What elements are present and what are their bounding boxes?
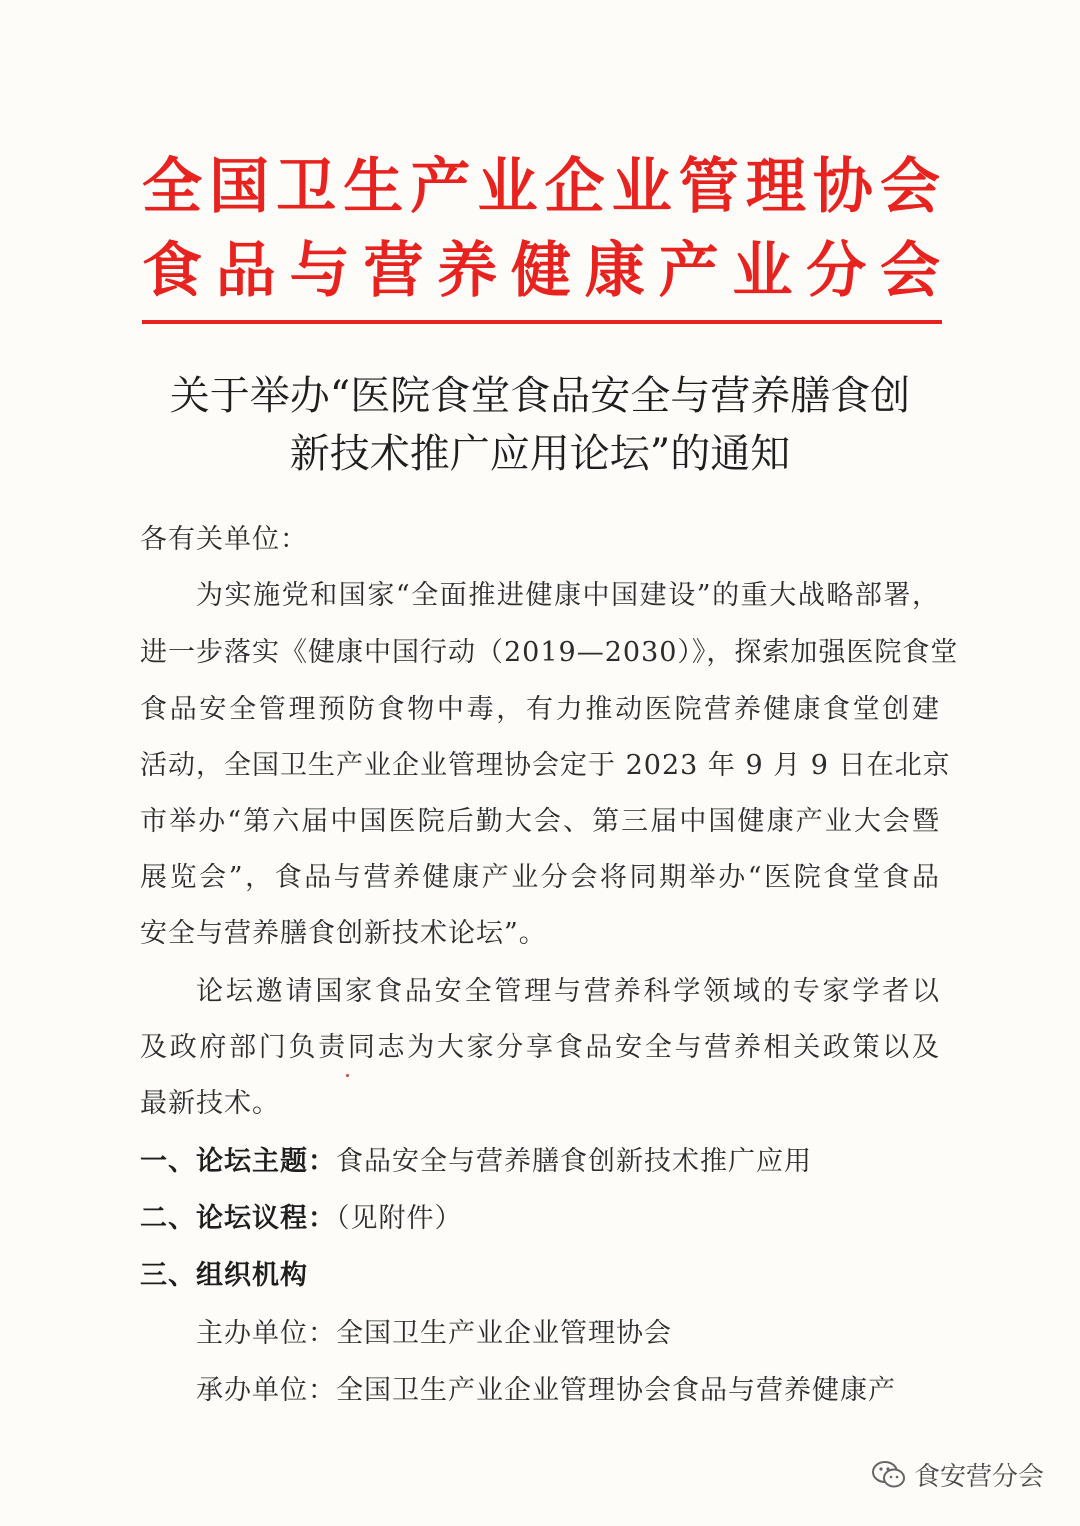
notice-title-line2: 新技术推广应用论坛”的通知 bbox=[289, 431, 791, 477]
section2-label: 二、论坛议程： bbox=[140, 1203, 336, 1234]
host-text: 全国卫生产业企业管理协会 bbox=[336, 1318, 672, 1349]
organizer-text: 全国卫生产业企业管理协会食品与营养健康产 bbox=[336, 1375, 896, 1406]
letterhead-org-line2: 食品与营养健康产业分会 bbox=[142, 236, 942, 306]
section3-label: 三、组织机构 bbox=[140, 1260, 308, 1291]
letterhead-org-line1: 全国卫生产业企业管理协会 bbox=[142, 152, 942, 222]
wechat-icon bbox=[872, 1460, 906, 1490]
letterhead-divider bbox=[142, 320, 942, 324]
host-label: 主办单位： bbox=[196, 1318, 336, 1349]
paragraph1-line: 进一步落实《健康中国行动（2019—2030）》，探索加强医院食堂 bbox=[140, 637, 959, 668]
notice-title-line1: 关于举办“医院食堂食品安全与营养膳食创 bbox=[169, 373, 911, 419]
paragraph1-line: 安全与营养膳食创新技术论坛”。 bbox=[140, 918, 547, 949]
host-unit bbox=[196, 1314, 672, 1354]
paragraph2-line: 最新技术。 bbox=[140, 1088, 280, 1119]
organizer-label: 承办单位： bbox=[196, 1375, 336, 1406]
section1-label: 一、论坛主题： bbox=[140, 1146, 336, 1177]
paragraph1-line: 市举办“第六届中国医院后勤大会、第三届中国健康产业大会暨 bbox=[140, 806, 940, 837]
section2-text: （见附件） bbox=[336, 1203, 463, 1234]
organizer-unit bbox=[196, 1371, 896, 1411]
paragraph1-line: 食品安全管理预防食物中毒，有力推动医院营养健康食堂创建 bbox=[140, 694, 940, 725]
salutation: 各有关单位： bbox=[140, 524, 308, 555]
paragraph1-line: 活动，全国卫生产业企业管理协会定于 2023 年 9 月 9 日在北京 bbox=[140, 750, 951, 781]
paragraph1-line: 展览会”，食品与营养健康产业分会将同期举办“医院食堂食品 bbox=[140, 862, 940, 893]
section1 bbox=[140, 1142, 812, 1182]
watermark-text: 食安营分会 bbox=[913, 1462, 1044, 1492]
section2 bbox=[140, 1199, 463, 1239]
paragraph2-line: 论坛邀请国家食品安全管理与营养科学领域的专家学者以 bbox=[196, 976, 940, 1007]
paragraph2-line: 及政府部门负责同志为大家分享食品安全与营养相关政策以及 bbox=[140, 1032, 940, 1063]
paragraph1-line: 为实施党和国家“全面推进健康中国建设”的重大战略部署， bbox=[196, 580, 940, 611]
watermark bbox=[872, 1456, 1044, 1493]
section1-text: 食品安全与营养膳食创新技术推广应用 bbox=[336, 1146, 812, 1177]
scan-speck bbox=[346, 1074, 349, 1077]
